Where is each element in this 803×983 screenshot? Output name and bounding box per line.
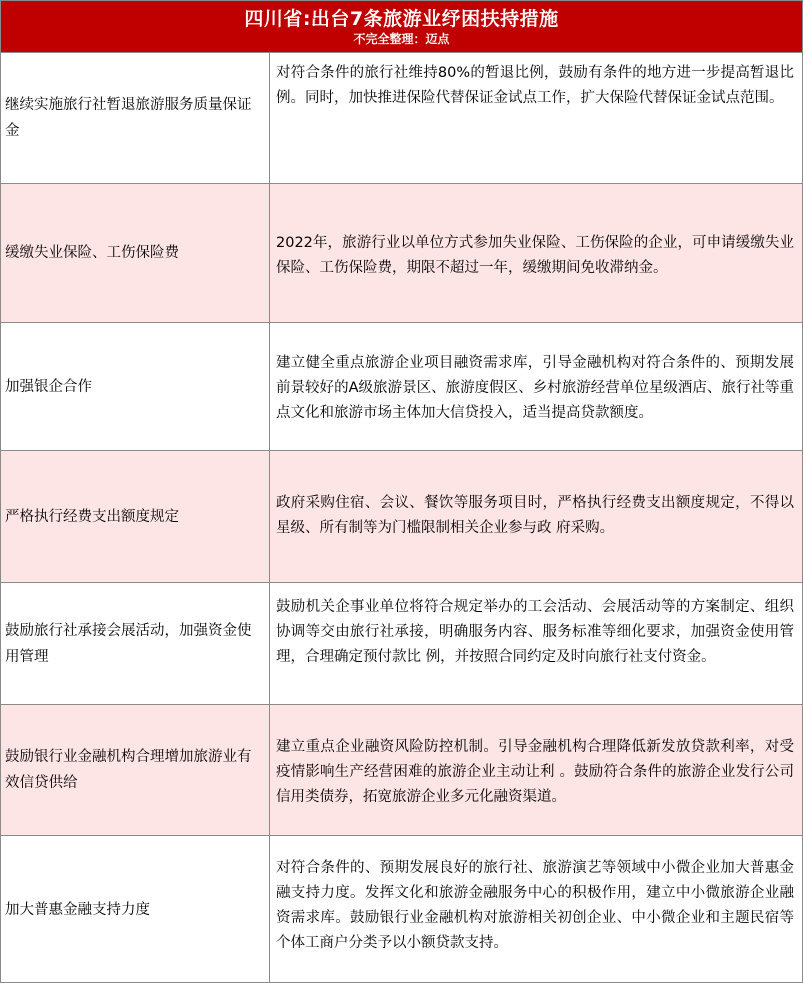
table-row <box>1 184 802 323</box>
table-header <box>1 1 802 53</box>
table-row <box>1 705 802 836</box>
measure-cell: 加强银企合作 <box>1 323 270 450</box>
detail-cell: 建立重点企业融资风险防控机制。引导金融机构合理降低新发放贷款利率，对受疫情影响生产经营困难的旅游企业主动让利 。鼓励符合条件的旅游企业发行公司信用类债券，拓宽旅游企业多元化融资渠道。 <box>276 739 794 805</box>
table-row <box>1 451 802 583</box>
measure-cell: 鼓励银行业金融机构合理增加旅游业有效信贷供给 <box>1 705 270 835</box>
measure-cell: 严格执行经费支出额度规定 <box>1 451 270 582</box>
measure-cell: 缓缴失业保险、工伤保险费 <box>1 184 270 322</box>
detail-cell: 对符合条件的旅行社维持80%的暂退比例，鼓励有条件的地方进一步提高暂退比例。同时，加快推进保险代替保证金试点工作，扩大保险代替保证金试点范围。 <box>276 65 794 106</box>
page-subtitle: 不完全整理：迈点 <box>353 32 450 46</box>
detail-cell: 建立健全重点旅游企业项目融资需求库，引导金融机构对符合条件的、预期发展前景较好的A级旅游景区、旅游度假区、乡村旅游经营单位星级酒店、旅行社等重点文化和旅游市场主体加大信贷投入，适当提高贷款额度。 <box>276 355 794 421</box>
detail-cell: 2022年，旅游行业以单位方式参加失业保险、工伤保险的企业，可申请缓缴失业保险、工伤保险费，期限不超过一年，缓缴期间免收滞纳金。 <box>276 235 794 276</box>
table-row <box>1 323 802 451</box>
page-title: 四川省:出台7条旅游业纾困扶持措施 <box>244 8 559 30</box>
measure-cell: 鼓励旅行社承接会展活动，加强资金使用管理 <box>1 583 270 704</box>
measure-cell: 加大普惠金融支持力度 <box>1 836 270 983</box>
table-row <box>1 583 802 705</box>
measure-cell: 继续实施旅行社暂退旅游服务质量保证金 <box>1 53 270 183</box>
table-row <box>1 836 802 983</box>
detail-cell: 政府采购住宿、会议、餐饮等服务项目时，严格执行经费支出额度规定，不得以星级、所有制等为门槛限制相关企业参与政 府采购。 <box>276 495 794 536</box>
table-row <box>1 53 802 184</box>
detail-cell: 对符合条件的、预期发展良好的旅行社、旅游演艺等领域中小微企业加大普惠金融支持力度。发挥文化和旅游金融服务中心的积极作用，建立中小微旅游企业融资需求库。鼓励银行业金融机构对旅游相关初创企业、中小微企业和主题民宿等个体工商户分类予以小额贷款支持。 <box>276 860 794 951</box>
detail-cell: 鼓励机关企事业单位将符合规定举办的工会活动、会展活动等的方案制定、组织协调等交由旅行社承接，明确服务内容、服务标准等细化要求，加强资金使用管理，合理确定预付款比 例，并按照合同约定及时向旅行社支付资金。 <box>276 599 794 665</box>
